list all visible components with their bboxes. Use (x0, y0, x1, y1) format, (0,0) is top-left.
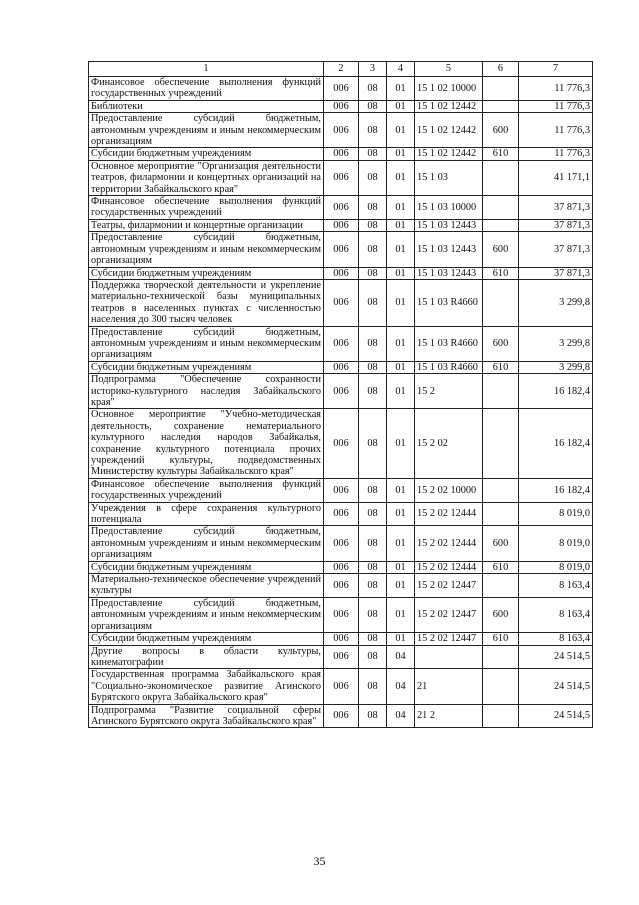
row-subsection-cell: 01 (387, 633, 415, 645)
row-subsection-cell: 04 (387, 704, 415, 728)
row-code-cell: 006 (324, 561, 359, 573)
row-amount-cell: 24 514,5 (519, 704, 593, 728)
row-section-cell: 08 (359, 597, 387, 632)
table-row (89, 113, 593, 148)
row-code-cell: 006 (324, 374, 359, 409)
row-vr-cell: 600 (483, 526, 519, 561)
row-amount-cell: 37 871,3 (519, 267, 593, 279)
row-section-cell: 08 (359, 267, 387, 279)
table-row (89, 561, 593, 573)
row-target-cell: 15 1 03 12443 (415, 232, 483, 267)
row-subsection-cell: 01 (387, 219, 415, 231)
row-section-cell: 08 (359, 219, 387, 231)
row-target-cell: 15 1 03 R4660 (415, 279, 483, 326)
row-amount-cell: 41 171,1 (519, 160, 593, 195)
row-vr-cell: 600 (483, 597, 519, 632)
row-name-cell: Другие вопросы в области культуры, кинематографии (89, 645, 324, 669)
row-name-cell: Субсидии бюджетным учреждениям (89, 267, 324, 279)
row-target-cell: 21 2 (415, 704, 483, 728)
row-code-cell: 006 (324, 232, 359, 267)
row-code-cell: 006 (324, 669, 359, 704)
row-name-cell: Материально-техническое обеспечение учреждений культуры (89, 574, 324, 598)
row-name-cell: Субсидии бюджетным учреждениям (89, 148, 324, 160)
row-amount-cell: 3 299,8 (519, 326, 593, 361)
row-code-cell: 006 (324, 526, 359, 561)
table-row (89, 645, 593, 669)
table-row (89, 502, 593, 526)
row-section-cell: 08 (359, 160, 387, 195)
row-section-cell: 08 (359, 645, 387, 669)
row-amount-cell: 8 163,4 (519, 574, 593, 598)
row-code-cell: 006 (324, 409, 359, 478)
row-amount-cell: 11 776,3 (519, 113, 593, 148)
row-code-cell: 006 (324, 597, 359, 632)
row-code-cell: 006 (324, 113, 359, 148)
row-vr-cell (483, 409, 519, 478)
row-subsection-cell: 01 (387, 374, 415, 409)
row-amount-cell: 37 871,3 (519, 196, 593, 220)
row-target-cell: 15 2 02 12444 (415, 502, 483, 526)
table-row (89, 704, 593, 728)
row-vr-cell: 600 (483, 326, 519, 361)
row-section-cell: 08 (359, 409, 387, 478)
row-name-cell: Учреждения в сфере сохранения культурного потенциала (89, 502, 324, 526)
table-row (89, 633, 593, 645)
row-name-cell: Предоставление субсидий бюджетным, автономным учреждениям и иным некоммерческим организациям (89, 232, 324, 267)
row-code-cell: 006 (324, 279, 359, 326)
row-target-cell: 15 1 03 10000 (415, 196, 483, 220)
table-row (89, 196, 593, 220)
row-subsection-cell: 01 (387, 561, 415, 573)
row-subsection-cell: 01 (387, 597, 415, 632)
row-subsection-cell: 04 (387, 645, 415, 669)
row-target-cell: 15 2 02 12447 (415, 574, 483, 598)
row-target-cell: 15 1 03 R4660 (415, 326, 483, 361)
row-amount-cell: 37 871,3 (519, 232, 593, 267)
table-row (89, 219, 593, 231)
row-vr-cell: 610 (483, 267, 519, 279)
column-header: 6 (483, 62, 519, 77)
row-target-cell: 15 2 02 12444 (415, 526, 483, 561)
row-code-cell: 006 (324, 478, 359, 502)
row-target-cell: 15 1 02 12442 (415, 148, 483, 160)
table-row (89, 669, 593, 704)
row-code-cell: 006 (324, 633, 359, 645)
row-target-cell: 15 2 02 (415, 409, 483, 478)
row-amount-cell: 11 776,3 (519, 100, 593, 112)
row-subsection-cell: 01 (387, 113, 415, 148)
row-section-cell: 08 (359, 574, 387, 598)
row-subsection-cell: 01 (387, 526, 415, 561)
row-amount-cell: 3 299,8 (519, 361, 593, 373)
row-name-cell: Основное мероприятие "Организация деятельности театров, филармонии и концертных организаций на территории Забайкальского края" (89, 160, 324, 195)
row-amount-cell: 37 871,3 (519, 219, 593, 231)
column-header: 4 (387, 62, 415, 77)
row-name-cell: Подпрограмма "Развитие социальной сферы Агинского Бурятского округа Забайкальского края" (89, 704, 324, 728)
page-number: 35 (313, 854, 326, 868)
row-name-cell: Субсидии бюджетным учреждениям (89, 561, 324, 573)
row-vr-cell: 610 (483, 633, 519, 645)
row-amount-cell: 8 019,0 (519, 502, 593, 526)
row-name-cell: Основное мероприятие "Учебно-методическая деятельность, сохранение нематериального культурного наследия народов Забайкалья, сохранение культурного потенциала прочих учреждений культуры, подведомственных Министерству культуры Забайкальского края" (89, 409, 324, 478)
row-name-cell: Предоставление субсидий бюджетным, автономным учреждениям и иным некоммерческим организациям (89, 526, 324, 561)
row-target-cell: 15 1 03 12443 (415, 267, 483, 279)
row-section-cell: 08 (359, 633, 387, 645)
row-name-cell: Субсидии бюджетным учреждениям (89, 633, 324, 645)
row-name-cell: Предоставление субсидий бюджетным, автономным учреждениям и иным некоммерческим организациям (89, 597, 324, 632)
row-name-cell: Предоставление субсидий бюджетным, автономным учреждениям и иным некоммерческим организациям (89, 326, 324, 361)
row-code-cell: 006 (324, 148, 359, 160)
row-target-cell: 15 2 02 12447 (415, 597, 483, 632)
row-amount-cell: 16 182,4 (519, 374, 593, 409)
row-subsection-cell: 01 (387, 279, 415, 326)
row-section-cell: 08 (359, 478, 387, 502)
row-vr-cell (483, 196, 519, 220)
row-subsection-cell: 04 (387, 669, 415, 704)
row-subsection-cell: 01 (387, 361, 415, 373)
table-row (89, 267, 593, 279)
row-code-cell: 006 (324, 361, 359, 373)
row-target-cell: 15 1 03 (415, 160, 483, 195)
row-name-cell: Финансовое обеспечение выполнения функций государственных учреждений (89, 478, 324, 502)
row-section-cell: 08 (359, 279, 387, 326)
table-row (89, 374, 593, 409)
row-subsection-cell: 01 (387, 478, 415, 502)
row-section-cell: 08 (359, 77, 387, 101)
row-vr-cell (483, 502, 519, 526)
row-subsection-cell: 01 (387, 148, 415, 160)
row-subsection-cell: 01 (387, 100, 415, 112)
row-code-cell: 006 (324, 645, 359, 669)
row-section-cell: 08 (359, 374, 387, 409)
row-subsection-cell: 01 (387, 326, 415, 361)
table-row (89, 148, 593, 160)
row-target-cell: 15 1 02 12442 (415, 113, 483, 148)
row-subsection-cell: 01 (387, 267, 415, 279)
row-section-cell: 08 (359, 669, 387, 704)
table-row (89, 279, 593, 326)
row-section-cell: 08 (359, 704, 387, 728)
row-subsection-cell: 01 (387, 574, 415, 598)
row-vr-cell (483, 100, 519, 112)
row-code-cell: 006 (324, 77, 359, 101)
row-subsection-cell: 01 (387, 502, 415, 526)
row-target-cell: 15 2 02 12444 (415, 561, 483, 573)
row-amount-cell: 8 163,4 (519, 633, 593, 645)
row-vr-cell (483, 704, 519, 728)
row-amount-cell: 16 182,4 (519, 409, 593, 478)
table-row (89, 160, 593, 195)
row-code-cell: 006 (324, 219, 359, 231)
row-vr-cell (483, 574, 519, 598)
row-name-cell: Финансовое обеспечение выполнения функций государственных учреждений (89, 77, 324, 101)
row-name-cell: Субсидии бюджетным учреждениям (89, 361, 324, 373)
row-section-cell: 08 (359, 561, 387, 573)
row-amount-cell: 24 514,5 (519, 645, 593, 669)
row-subsection-cell: 01 (387, 77, 415, 101)
table-row (89, 100, 593, 112)
row-name-cell: Подпрограмма "Обеспечение сохранности историко-культурного наследия Забайкальского края" (89, 374, 324, 409)
table-row (89, 361, 593, 373)
row-amount-cell: 8 019,0 (519, 561, 593, 573)
row-target-cell: 15 1 03 12443 (415, 219, 483, 231)
row-target-cell: 15 2 (415, 374, 483, 409)
table-row (89, 409, 593, 478)
row-vr-cell (483, 478, 519, 502)
row-section-cell: 08 (359, 526, 387, 561)
table-header-row (89, 62, 593, 77)
row-subsection-cell: 01 (387, 409, 415, 478)
row-target-cell: 21 (415, 669, 483, 704)
row-target-cell: 15 2 02 10000 (415, 478, 483, 502)
row-target-cell: 15 1 02 12442 (415, 100, 483, 112)
table-row (89, 597, 593, 632)
row-code-cell: 006 (324, 502, 359, 526)
row-target-cell: 15 1 03 R4660 (415, 361, 483, 373)
table-row (89, 77, 593, 101)
row-vr-cell (483, 219, 519, 231)
row-amount-cell: 24 514,5 (519, 669, 593, 704)
row-name-cell: Предоставление субсидий бюджетным, автономным учреждениям и иным некоммерческим организациям (89, 113, 324, 148)
row-amount-cell: 11 776,3 (519, 148, 593, 160)
row-name-cell: Библиотеки (89, 100, 324, 112)
row-amount-cell: 16 182,4 (519, 478, 593, 502)
row-section-cell: 08 (359, 326, 387, 361)
row-name-cell: Государственная программа Забайкальского края "Социально-экономическое развитие Агинского Бурятского округа Забайкальского края" (89, 669, 324, 704)
row-section-cell: 08 (359, 113, 387, 148)
row-subsection-cell: 01 (387, 232, 415, 267)
row-vr-cell (483, 669, 519, 704)
table-row (89, 478, 593, 502)
row-vr-cell (483, 645, 519, 669)
row-section-cell: 08 (359, 361, 387, 373)
row-target-cell (415, 645, 483, 669)
row-vr-cell: 610 (483, 561, 519, 573)
row-section-cell: 08 (359, 232, 387, 267)
row-code-cell: 006 (324, 196, 359, 220)
row-vr-cell (483, 374, 519, 409)
row-vr-cell: 600 (483, 232, 519, 267)
row-amount-cell: 8 163,4 (519, 597, 593, 632)
row-code-cell: 006 (324, 326, 359, 361)
row-name-cell: Театры, филармонии и концертные организации (89, 219, 324, 231)
table-row (89, 232, 593, 267)
row-target-cell: 15 1 02 10000 (415, 77, 483, 101)
table-row (89, 574, 593, 598)
row-code-cell: 006 (324, 574, 359, 598)
budget-table (88, 61, 593, 728)
column-header: 5 (415, 62, 483, 77)
table-row (89, 526, 593, 561)
table-body (89, 77, 593, 728)
row-section-cell: 08 (359, 502, 387, 526)
row-vr-cell: 610 (483, 148, 519, 160)
row-name-cell: Финансовое обеспечение выполнения функций государственных учреждений (89, 196, 324, 220)
column-header: 2 (324, 62, 359, 77)
row-section-cell: 08 (359, 196, 387, 220)
row-subsection-cell: 01 (387, 160, 415, 195)
table-row (89, 326, 593, 361)
row-vr-cell (483, 160, 519, 195)
row-code-cell: 006 (324, 160, 359, 195)
row-vr-cell (483, 279, 519, 326)
row-section-cell: 08 (359, 148, 387, 160)
row-section-cell: 08 (359, 100, 387, 112)
row-code-cell: 006 (324, 704, 359, 728)
row-amount-cell: 8 019,0 (519, 526, 593, 561)
row-vr-cell (483, 77, 519, 101)
row-target-cell: 15 2 02 12447 (415, 633, 483, 645)
row-vr-cell: 600 (483, 113, 519, 148)
row-vr-cell: 610 (483, 361, 519, 373)
row-amount-cell: 3 299,8 (519, 279, 593, 326)
row-code-cell: 006 (324, 100, 359, 112)
column-header: 1 (89, 62, 324, 77)
row-code-cell: 006 (324, 267, 359, 279)
row-subsection-cell: 01 (387, 196, 415, 220)
row-amount-cell: 11 776,3 (519, 77, 593, 101)
column-header: 7 (519, 62, 593, 77)
row-name-cell: Поддержка творческой деятельности и укрепление материально-технической базы муниципальных театров в населенных пунктах с численностью населения до 300 тысяч человек (89, 279, 324, 326)
column-header: 3 (359, 62, 387, 77)
